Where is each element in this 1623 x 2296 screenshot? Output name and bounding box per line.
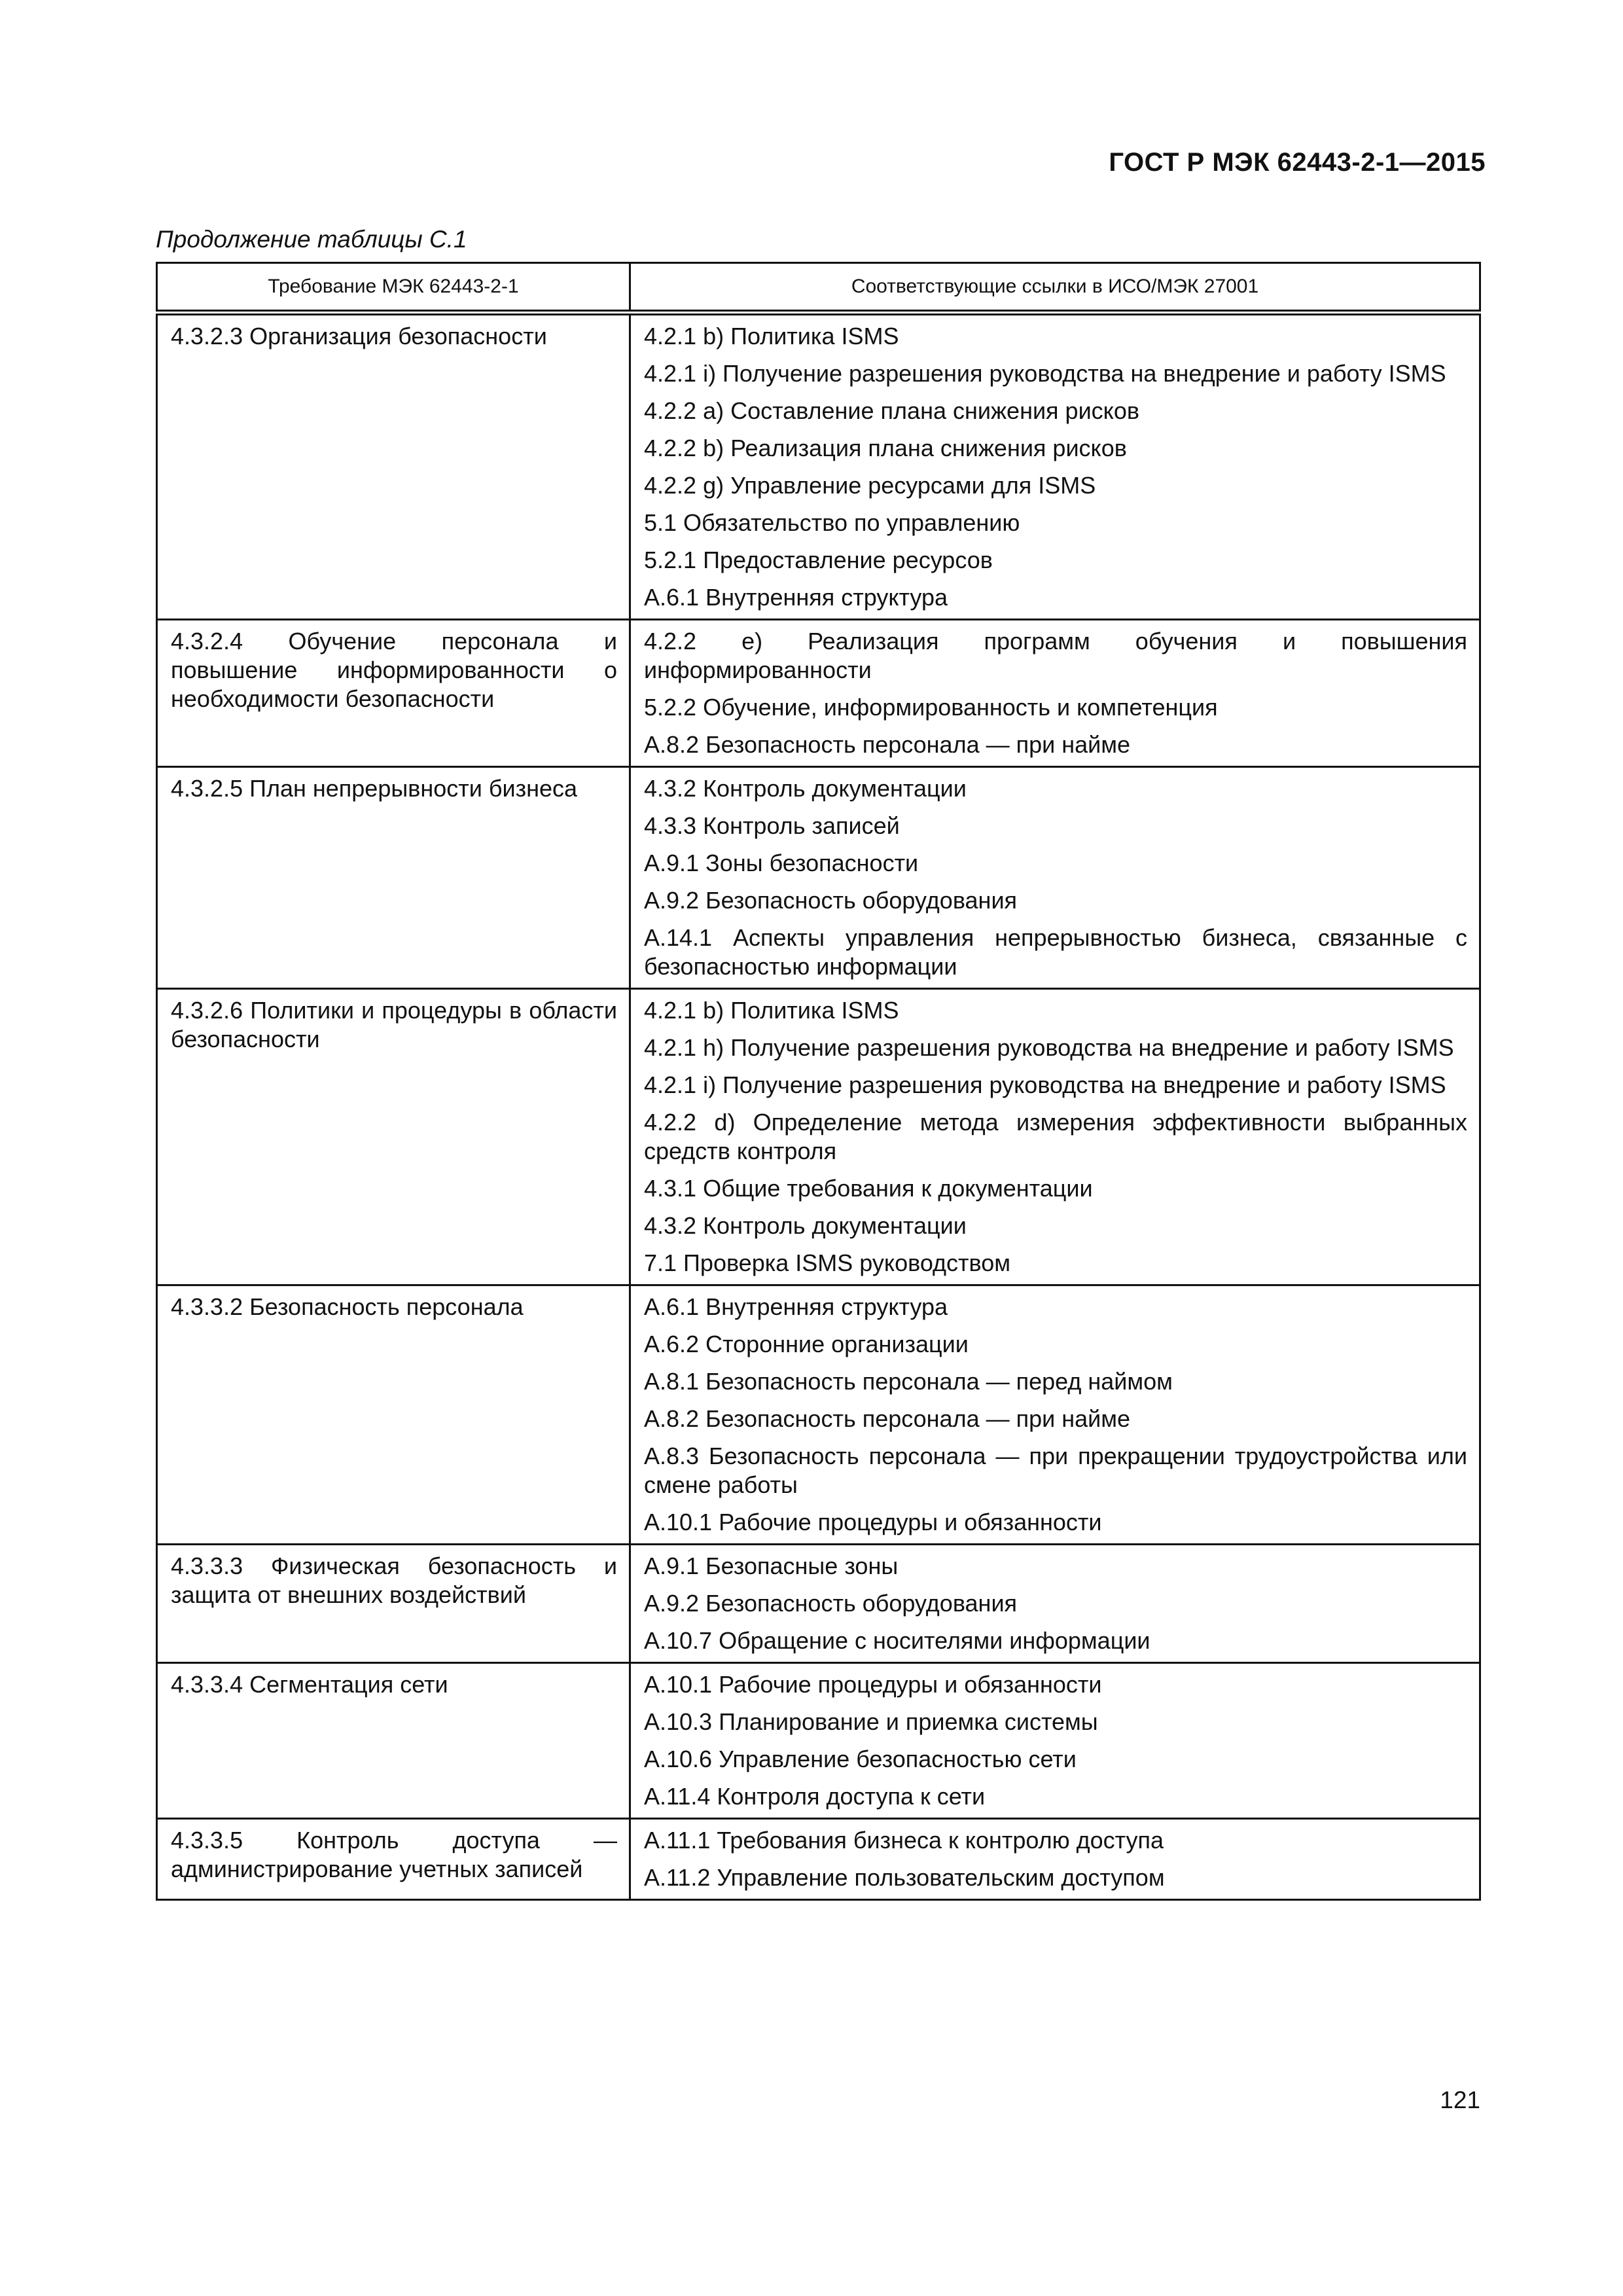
requirement-cell: 4.3.3.5 Контроль доступа — администрирование учетных записей: [157, 1819, 630, 1900]
column-header-references: Соответствующие ссылки в ИСО/МЭК 27001: [630, 263, 1480, 313]
requirement-cell: 4.3.2.5 План непрерывности бизнеса: [157, 767, 630, 989]
reference-item: 7.1 Проверка ISMS руководством: [644, 1249, 1011, 1276]
reference-item: А.8.2 Безопасность персонала — при найме: [644, 731, 1131, 758]
table-row: [157, 989, 1480, 1285]
references-cell: [630, 989, 1480, 1285]
references-cell: [630, 1819, 1480, 1900]
document-code: ГОСТ Р МЭК 62443-2-1—2015: [1109, 148, 1486, 177]
requirement-cell: 4.3.2.4 Обучение персонала и повышение информированности о необходимости безопасности: [157, 620, 630, 767]
reference-item: 4.2.2 e) Реализация программ обучения и повышения информированности: [644, 628, 1467, 683]
table-row: [157, 620, 1480, 767]
references-cell: [630, 1285, 1480, 1545]
reference-item: А.9.2 Безопасность оборудования: [644, 887, 1018, 914]
reference-item: 4.2.2 d) Определение метода измерения эффективности выбранных средств контроля: [644, 1109, 1467, 1164]
reference-item: 4.2.2 a) Составление плана снижения рисков: [644, 397, 1139, 424]
page-number: 121: [1440, 2087, 1480, 2113]
reference-item: А.6.1 Внутренняя структура: [644, 1293, 948, 1320]
reference-item: А.8.3 Безопасность персонала — при прекращении трудоустройства или смене работы: [644, 1443, 1467, 1498]
reference-item: 5.1 Обязательство по управлению: [644, 509, 1020, 536]
reference-item: А.11.2 Управление пользовательским доступом: [644, 1864, 1165, 1891]
requirement-cell: 4.3.3.4 Сегментация сети: [157, 1663, 630, 1819]
reference-item: 5.2.2 Обучение, информированность и компетенция: [644, 694, 1218, 721]
table-row: [157, 313, 1480, 620]
reference-item: 4.2.2 b) Реализация плана снижения рисков: [644, 435, 1127, 461]
reference-item: 4.3.1 Общие требования к документации: [644, 1175, 1093, 1202]
reference-item: 4.2.1 b) Политика ISMS: [644, 323, 899, 350]
reference-item: А.9.1 Зоны безопасности: [644, 850, 919, 876]
reference-item: А.6.1 Внутренняя структура: [644, 584, 948, 611]
reference-item: 4.3.3 Контроль записей: [644, 812, 900, 839]
reference-item: А.11.4 Контроля доступа к сети: [644, 1783, 986, 1810]
references-cell: [630, 767, 1480, 989]
reference-item: 4.3.2 Контроль документации: [644, 1212, 967, 1239]
reference-item: А.10.1 Рабочие процедуры и обязанности: [644, 1671, 1102, 1698]
requirement-cell: 4.3.3.3 Физическая безопасность и защита от внешних воздействий: [157, 1545, 630, 1663]
reference-item: 4.2.1 b) Политика ISMS: [644, 997, 899, 1024]
table-row: [157, 767, 1480, 989]
table-caption: Продолжение таблицы С.1: [156, 226, 467, 253]
reference-item: А.14.1 Аспекты управления непрерывностью бизнеса, связанные с безопасностью информации: [644, 924, 1467, 980]
reference-item: А.10.3 Планирование и приемка системы: [644, 1708, 1098, 1735]
references-cell: [630, 1545, 1480, 1663]
reference-item: А.9.2 Безопасность оборудования: [644, 1590, 1018, 1617]
reference-item: А.10.6 Управление безопасностью сети: [644, 1746, 1077, 1772]
table-row: [157, 1819, 1480, 1900]
reference-item: 4.2.1 i) Получение разрешения руководства на внедрение и работу ISMS: [644, 360, 1446, 387]
table-row: [157, 1545, 1480, 1663]
table-row: [157, 1663, 1480, 1819]
references-cell: [630, 1663, 1480, 1819]
reference-item: А.8.2 Безопасность персонала — при найме: [644, 1405, 1131, 1432]
reference-item: А.10.7 Обращение с носителями информации: [644, 1627, 1150, 1654]
reference-item: 4.2.1 h) Получение разрешения руководства на внедрение и работу ISMS: [644, 1034, 1454, 1061]
reference-item: А.10.1 Рабочие процедуры и обязанности: [644, 1509, 1102, 1535]
requirement-cell: 4.3.2.3 Организация безопасности: [157, 313, 630, 620]
requirement-cell: 4.3.3.2 Безопасность персонала: [157, 1285, 630, 1545]
reference-item: 4.2.1 i) Получение разрешения руководства на внедрение и работу ISMS: [644, 1071, 1446, 1098]
reference-item: 4.3.2 Контроль документации: [644, 775, 967, 802]
table-header-row: [157, 263, 1480, 313]
reference-item: А.6.2 Сторонние организации: [644, 1331, 969, 1357]
reference-item: 4.2.2 g) Управление ресурсами для ISMS: [644, 472, 1096, 499]
reference-item: А.11.1 Требования бизнеса к контролю доступа: [644, 1827, 1164, 1854]
column-header-requirement: Требование МЭК 62443-2-1: [157, 263, 630, 313]
references-cell: [630, 620, 1480, 767]
reference-table: [156, 262, 1481, 1901]
references-cell: [630, 313, 1480, 620]
table-body: [157, 313, 1480, 1900]
requirement-cell: 4.3.2.6 Политики и процедуры в области безопасности: [157, 989, 630, 1285]
table-row: [157, 1285, 1480, 1545]
reference-item: А.8.1 Безопасность персонала — перед наймом: [644, 1368, 1173, 1395]
reference-item: 5.2.1 Предоставление ресурсов: [644, 547, 993, 573]
reference-item: А.9.1 Безопасные зоны: [644, 1552, 899, 1579]
